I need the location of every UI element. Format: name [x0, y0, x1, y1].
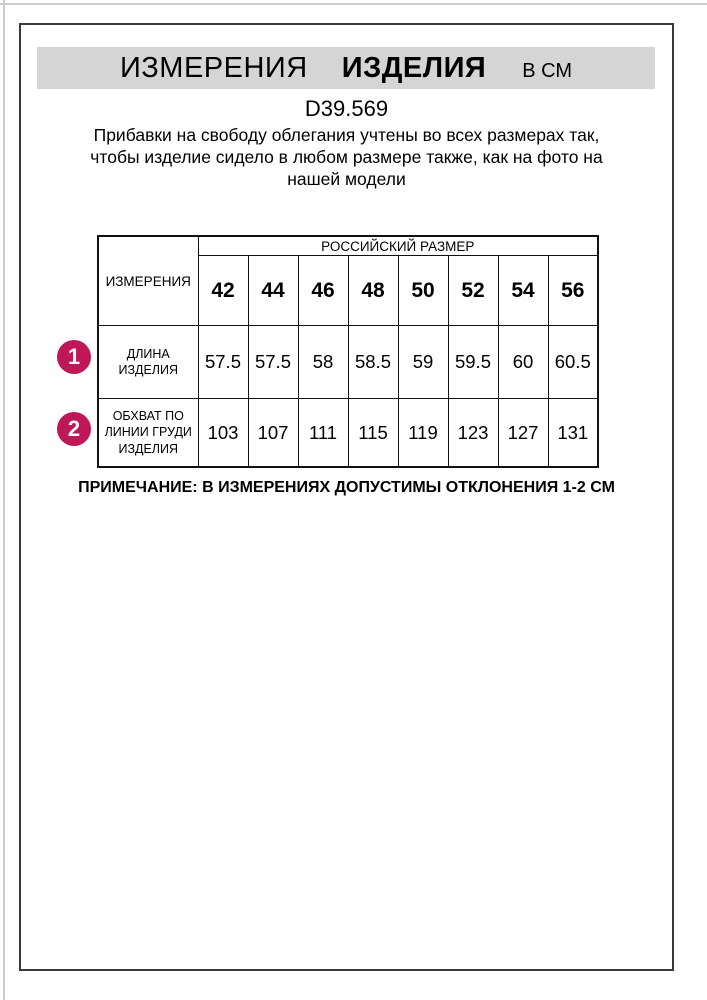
description-text: Прибавки на свободу облегания учтены во всех размерах так, чтобы изделие сидело в любом размере также, как на фото на нашей модели	[90, 125, 603, 189]
title-measurements: ИЗМЕРЕНИЯ	[119, 52, 308, 84]
table-row-chest	[98, 399, 598, 468]
corner-label: ИЗМЕРЕНИЯ	[98, 236, 198, 326]
row-marker-badge-2	[57, 412, 91, 446]
value-cell: 59.5	[448, 326, 498, 399]
size-header-42: 42	[198, 256, 248, 326]
row-marker-number: 1	[67, 344, 81, 369]
size-header-54: 54	[498, 256, 548, 326]
table-group-row	[98, 236, 598, 256]
value-cell: 131	[548, 399, 598, 468]
value-cell: 59	[398, 326, 448, 399]
value-cell: 123	[448, 399, 498, 468]
value-cell: 111	[298, 399, 348, 468]
size-table	[97, 235, 599, 468]
size-group-header: РОССИЙСКИЙ РАЗМЕР	[198, 236, 598, 256]
value-cell: 57.5	[198, 326, 248, 399]
value-cell: 115	[348, 399, 398, 468]
title-bar	[37, 47, 655, 89]
note-text: ПРИМЕЧАНИЕ: В ИЗМЕРЕНИЯХ ДОПУСТИМЫ ОТКЛОНЕНИЯ 1-2 СМ	[78, 479, 615, 496]
table-row-length	[98, 326, 598, 399]
size-header-46: 46	[298, 256, 348, 326]
value-cell: 60	[498, 326, 548, 399]
row-marker-number: 2	[67, 416, 81, 441]
value-cell: 103	[198, 399, 248, 468]
title-product: ИЗДЕЛИЯ	[341, 52, 487, 84]
size-header-50: 50	[398, 256, 448, 326]
page-edge-left-line	[3, 0, 5, 1000]
size-header-56: 56	[548, 256, 598, 326]
size-header-44: 44	[248, 256, 298, 326]
value-cell: 127	[498, 399, 548, 468]
value-cell: 107	[248, 399, 298, 468]
page-edge-top-line	[0, 3, 707, 5]
article-code: D39.569	[304, 96, 389, 121]
value-cell: 57.5	[248, 326, 298, 399]
row-label-chest: ОБХВАТ ПО ЛИНИИ ГРУДИ ИЗДЕЛИЯ	[98, 399, 198, 468]
size-header-48: 48	[348, 256, 398, 326]
value-cell: 58.5	[348, 326, 398, 399]
size-header-52: 52	[448, 256, 498, 326]
value-cell: 60.5	[548, 326, 598, 399]
title-unit: В СМ	[522, 60, 573, 82]
row-label-length: ДЛИНА ИЗДЕЛИЯ	[98, 326, 198, 399]
value-cell: 119	[398, 399, 448, 468]
value-cell: 58	[298, 326, 348, 399]
row-marker-badge-1	[57, 340, 91, 374]
